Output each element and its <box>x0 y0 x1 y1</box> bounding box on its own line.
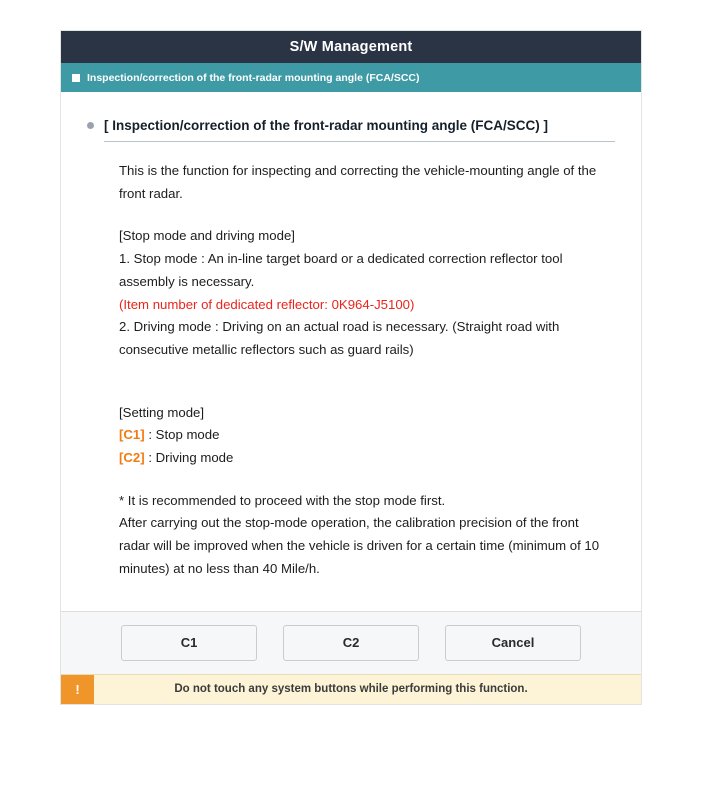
mode-heading: [Stop mode and driving mode] <box>119 228 295 244</box>
reflector-part-number: (Item number of dedicated reflector: 0K964-J5100) <box>119 296 415 312</box>
after-operation-text: After carrying out the stop-mode operation, the calibration precision of the front radar will be improved when the vehicle is driven for a certain time (minimum of 10 minutes) at no less than 40 Mile/h. <box>119 515 600 576</box>
stop-mode-text: 1. Stop mode : An in-line target board or a dedicated correction reflector tool assembly is necessary. <box>119 251 563 289</box>
c2-tag: [C2] <box>119 450 145 466</box>
c2-text: : Driving mode <box>144 450 234 466</box>
setting-mode-heading: [Setting mode] <box>119 404 205 420</box>
intro-text: This is the function for inspecting and correcting the vehicle-mounting angle of the front radar. <box>119 163 597 201</box>
recommendation-text: * It is recommended to proceed with the stop mode first. <box>119 492 446 508</box>
window-title-bar <box>61 31 641 63</box>
page-title: S/W Management <box>289 39 413 55</box>
warning-icon: ! <box>61 675 94 704</box>
driving-mode-text: 2. Driving mode : Driving on an actual road is necessary. (Straight road with consecutive metallic reflectors such as guard rails) <box>119 319 560 357</box>
c1-description <box>119 424 601 447</box>
section-header <box>61 92 641 133</box>
spacer <box>119 362 601 402</box>
bullet-dot-icon <box>87 122 94 129</box>
breadcrumb-label: Inspection/correction of the front-radar mounting angle (FCA/SCC) <box>87 71 420 84</box>
section-title: [ Inspection/correction of the front-radar mounting angle (FCA/SCC) ] <box>104 118 548 133</box>
spacer <box>119 205 601 225</box>
description-body <box>61 142 641 581</box>
c2-button[interactable]: C2 <box>283 625 419 661</box>
square-bullet-icon <box>72 74 80 82</box>
c1-tag: [C1] <box>119 427 145 443</box>
c2-description <box>119 447 601 470</box>
warning-text: Do not touch any system buttons while performing this function. <box>174 683 528 696</box>
sw-management-dialog <box>61 31 641 704</box>
dialog-content <box>61 92 641 704</box>
button-bar <box>61 611 641 674</box>
cancel-button[interactable]: Cancel <box>445 625 581 661</box>
warning-bar <box>61 674 641 704</box>
breadcrumb <box>61 63 641 92</box>
spacer <box>119 470 601 490</box>
c1-button[interactable]: C1 <box>121 625 257 661</box>
c1-text: : Stop mode <box>144 427 220 443</box>
